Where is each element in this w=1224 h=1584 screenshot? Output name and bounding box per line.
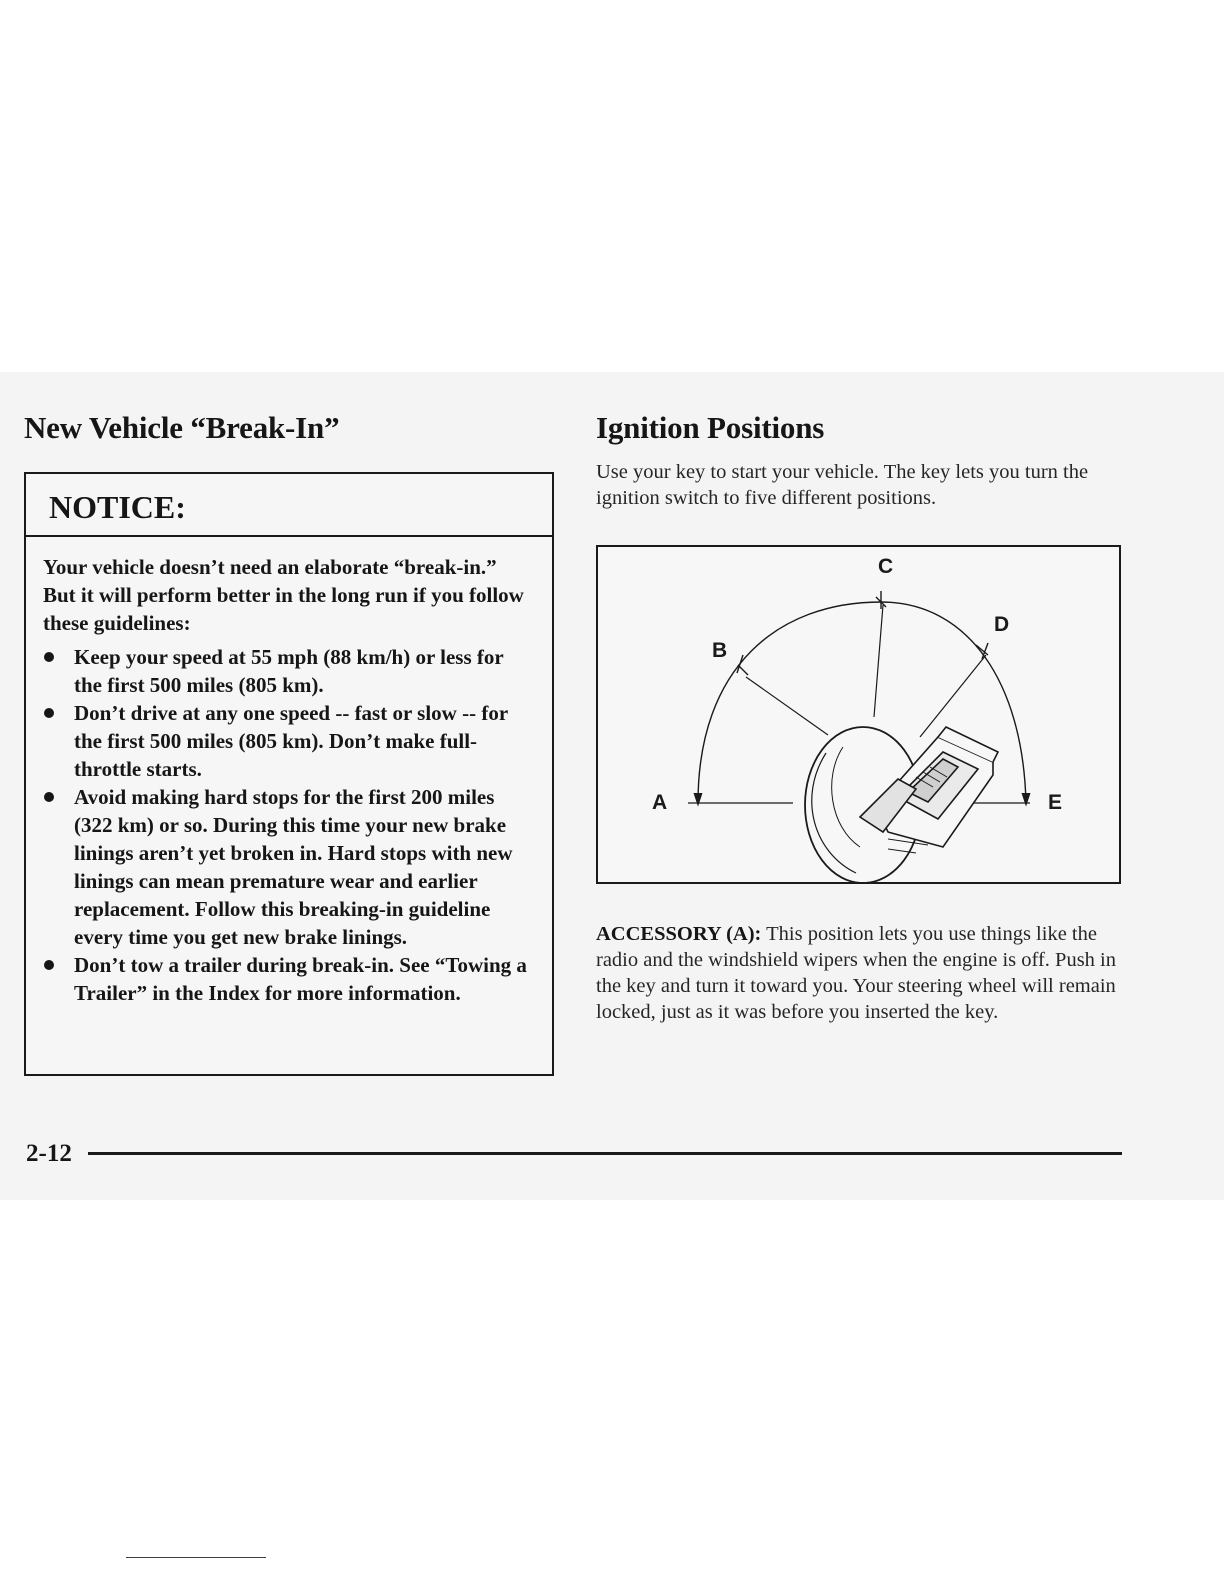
ignition-diagram: [596, 545, 1121, 884]
position-label-c: C: [878, 555, 894, 578]
bottom-link-underline: [126, 1557, 266, 1558]
ignition-title: Ignition Positions: [596, 410, 825, 445]
position-label-e: E: [1048, 791, 1063, 814]
bullet-icon: [44, 792, 54, 802]
notice-list-item: [43, 783, 532, 951]
notice-box: [24, 472, 554, 1076]
notice-list: [43, 643, 532, 1007]
notice-item-text: Don’t drive at any one speed -- fast or slow -- for the first 500 miles (805 km). Don’t make full-throttle starts.: [74, 701, 508, 781]
footer-rule: [88, 1152, 1122, 1155]
break-in-title: New Vehicle “Break-In”: [24, 410, 340, 445]
notice-item-text: Avoid making hard stops for the first 200 miles (322 km) or so. During this time your new brake linings aren’t yet broken in. Hard stops with new linings can mean premature wear and earlier replacement. Follow this breaking-in guideline every time you get new brake linings.: [74, 785, 513, 949]
notice-list-item: [43, 951, 532, 1007]
notice-intro: Your vehicle doesn’t need an elaborate “break-in.” But it will perform better in the long run if you follow these guidelines:: [43, 555, 524, 635]
accessory-paragraph: [596, 921, 1136, 1025]
accessory-term: ACCESSORY (A):: [596, 923, 762, 945]
bullet-icon: [44, 708, 54, 718]
notice-body: [26, 537, 552, 1007]
bullet-icon: [44, 652, 54, 662]
notice-list-item: [43, 699, 532, 783]
notice-item-text: Keep your speed at 55 mph (88 km/h) or less for the first 500 miles (805 km).: [74, 645, 504, 697]
position-label-d: D: [994, 613, 1010, 636]
notice-list-item: [43, 643, 532, 699]
accessory-text: This position lets you use things like the radio and the windshield wipers when the engine is off. Push in the key and turn it toward you. Your steering wheel will remain locked, just as it was before you inserted the key.: [596, 923, 1117, 1023]
position-label-a: A: [652, 791, 668, 814]
page-number: 2-12: [26, 1140, 72, 1167]
position-label-b: B: [712, 639, 728, 662]
notice-item-text: Don’t tow a trailer during break-in. See “Towing a Trailer” in the Index for more information.: [74, 953, 527, 1005]
ignition-intro: Use your key to start your vehicle. The key lets you turn the ignition switch to five different positions.: [596, 461, 1089, 509]
notice-heading: NOTICE:: [26, 474, 552, 537]
bullet-icon: [44, 960, 54, 970]
ignition-switch-illustration: [598, 547, 1119, 882]
